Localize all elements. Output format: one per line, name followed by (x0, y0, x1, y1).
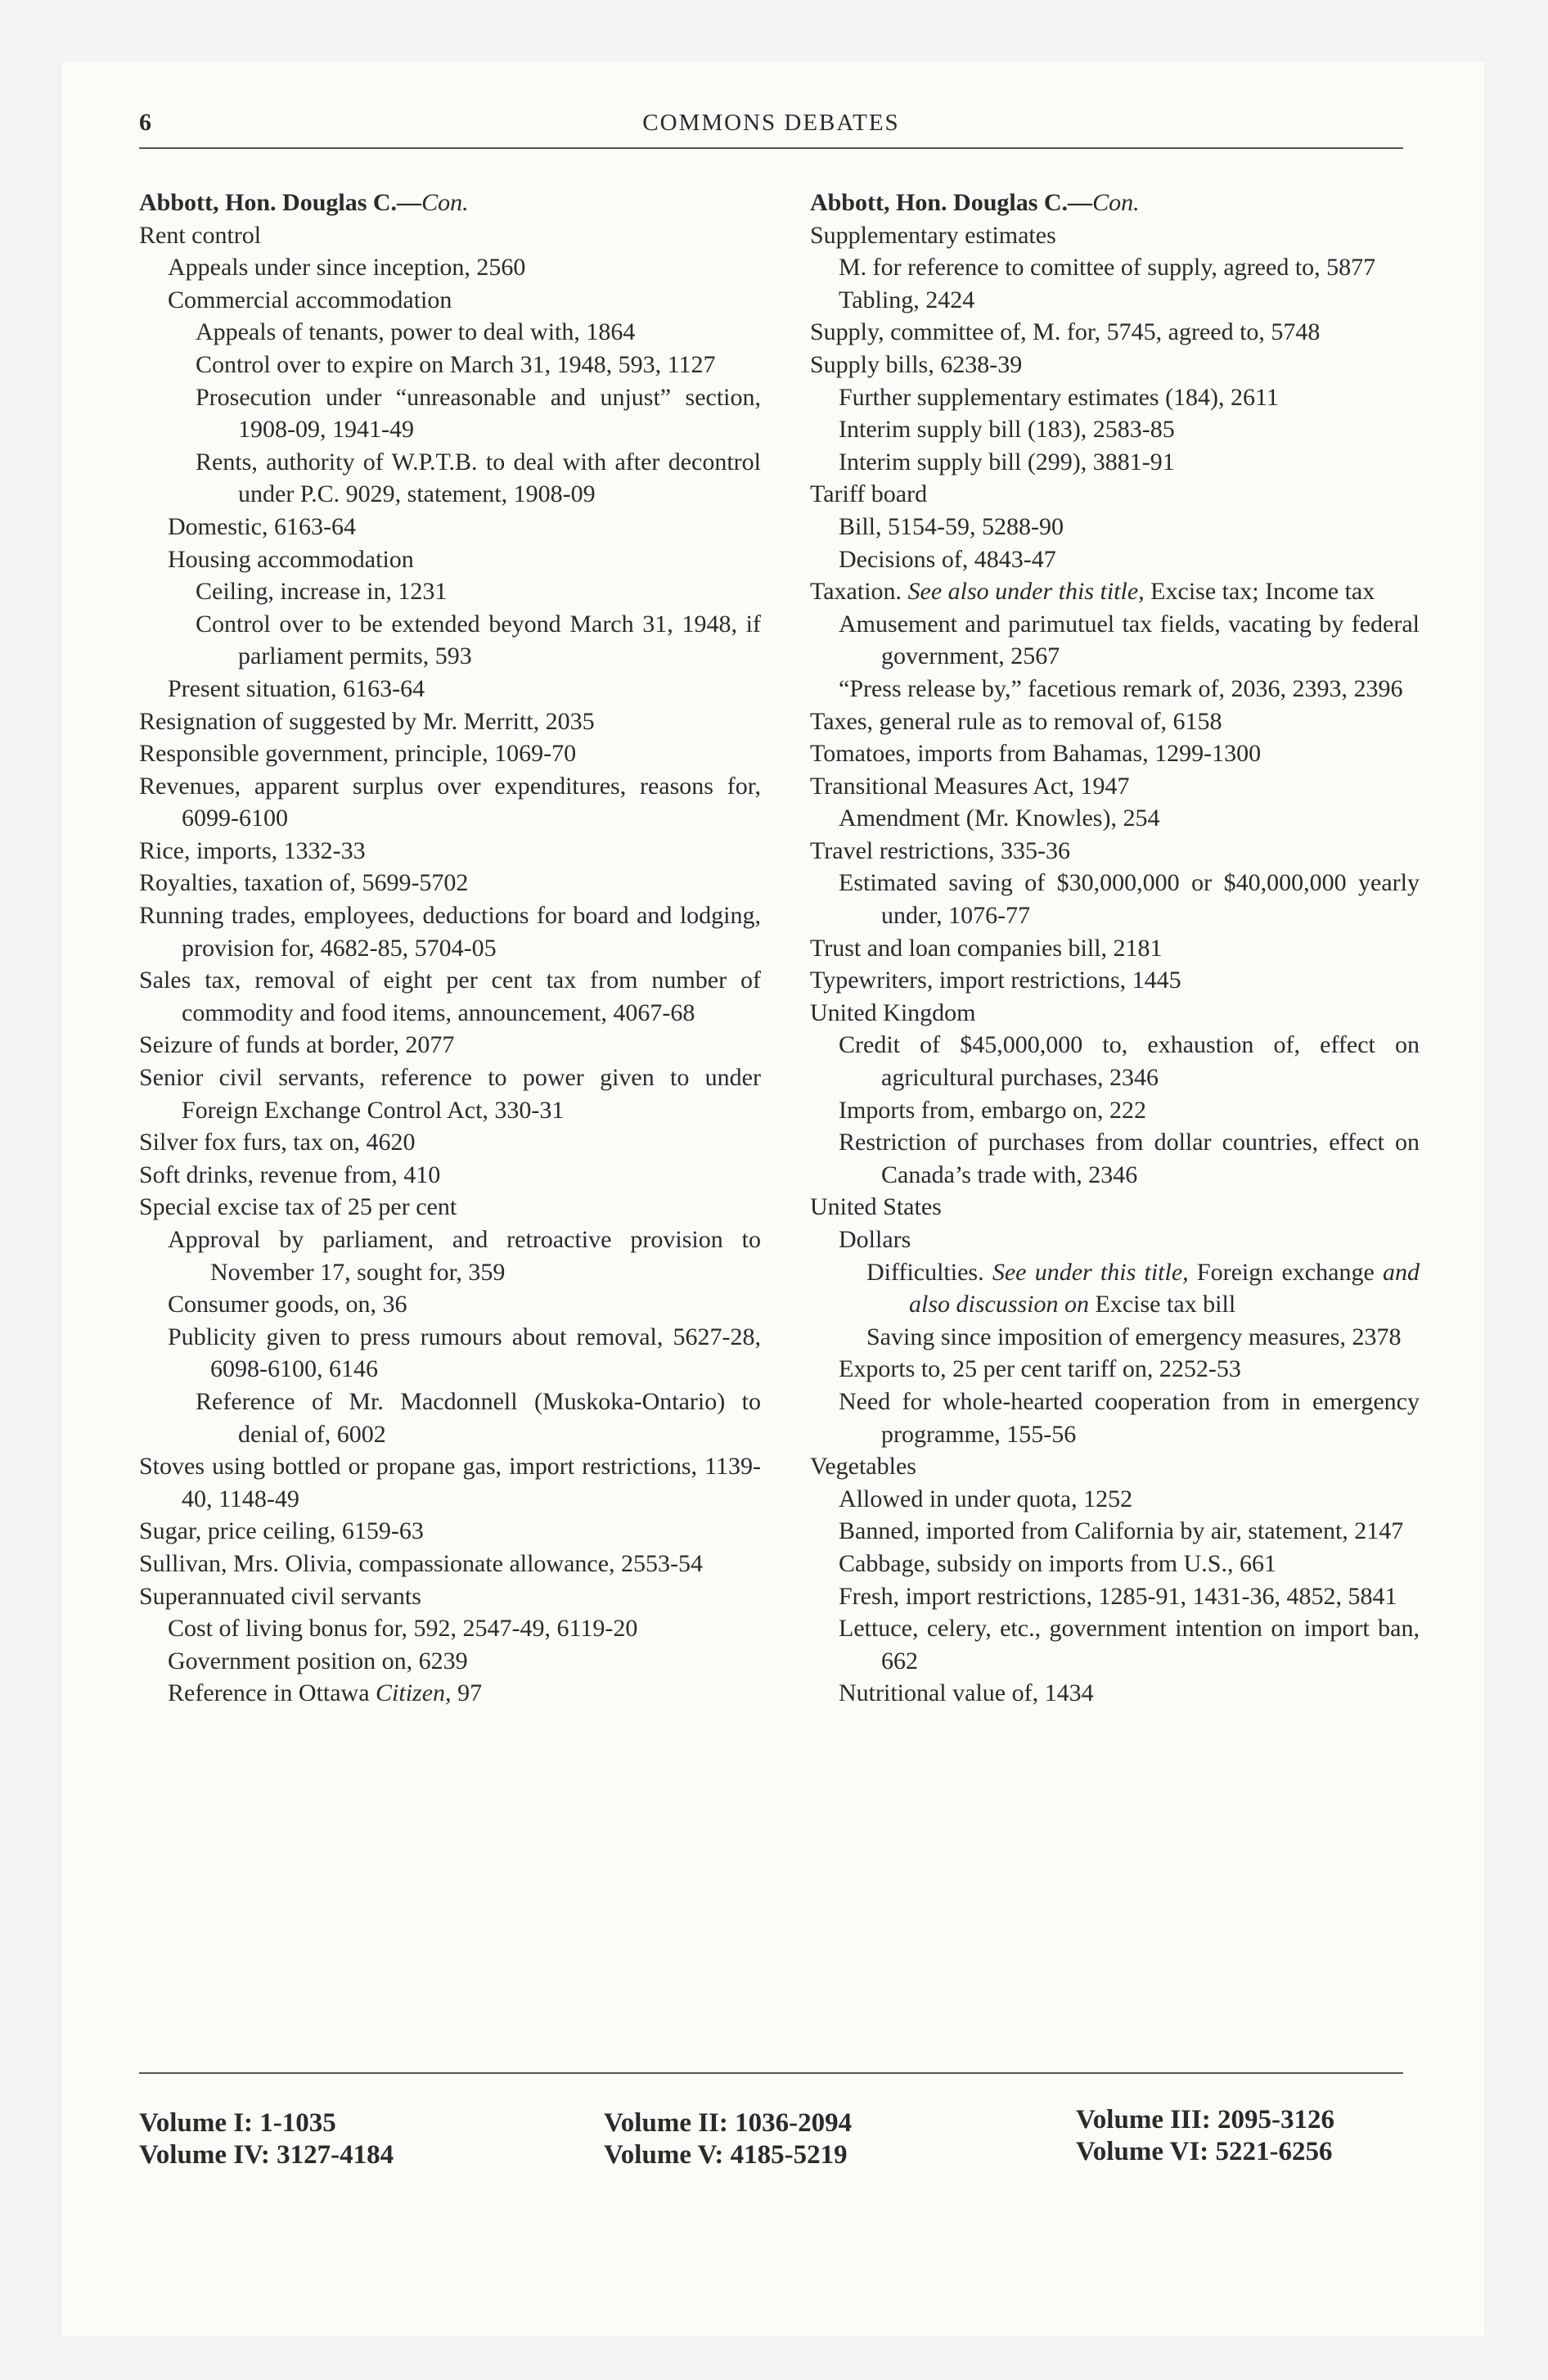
index-entry (139, 1126, 761, 1159)
entry-text: Amendment (Mr. Knowles), 254 (839, 805, 1160, 832)
entry-text: Superannuated civil servants (139, 1582, 421, 1610)
index-entry (139, 1288, 761, 1321)
entry-text: Interim supply bill (299), 3881-91 (839, 448, 1175, 476)
index-entry (139, 1191, 761, 1224)
entry-text: Allowed in under quota, 1252 (839, 1485, 1133, 1512)
index-entry (810, 1677, 1420, 1710)
entry-text: Fresh, import restrictions, 1285-91, 1431-36, 4852, 5841 (839, 1582, 1397, 1610)
entry-text: Bill, 5154-59, 5288-90 (839, 512, 1064, 540)
index-entry (139, 899, 761, 964)
index-column-left (139, 187, 761, 1710)
entry-text: Need for whole-hearted cooperation from in emergency programme, 155-56 (839, 1387, 1420, 1448)
entry-text: Supplementary estimates (810, 221, 1056, 249)
entry-text: Stoves using bottled or propane gas, import restrictions, 1139-40, 1148-49 (139, 1453, 761, 1512)
entry-text: Credit of $45,000,000 to, exhaustion of, effect on agricultural purchases, 2346 (839, 1031, 1420, 1092)
index-entry (139, 1386, 761, 1450)
index-entry (810, 867, 1420, 931)
entry-text: Commercial accommodation (168, 286, 452, 313)
index-entry (139, 1029, 761, 1062)
entry-text: Sullivan, Mrs. Olivia, compassionate allowance, 2553-54 (139, 1549, 704, 1577)
index-entry (810, 575, 1420, 608)
index-entry (139, 219, 761, 252)
entry-text: Sales tax, removal of eight per cent tax from number of commodity and food items, announcement, 4067-68 (139, 967, 761, 1026)
heading-continued: Con. (421, 189, 469, 216)
entry-text: Excise tax bill (1089, 1291, 1236, 1318)
index-entry (810, 251, 1420, 284)
index-entry (810, 219, 1420, 252)
index-entry (139, 705, 761, 738)
index-entry (810, 1126, 1420, 1191)
entry-text: Estimated saving of $30,000,000 or $40,000,000 yearly under, 1076-77 (839, 869, 1420, 930)
entry-text: Running trades, employees, deductions for board and lodging, provision for, 4682-85, 5704-05 (139, 902, 761, 962)
entry-text: Decisions of, 4843-47 (839, 545, 1056, 573)
index-entry (139, 446, 761, 511)
index-entry (810, 1256, 1420, 1321)
index-entry (810, 349, 1420, 381)
index-entry (810, 802, 1420, 835)
entry-italic-text: Citizen, (376, 1679, 452, 1707)
entry-text: Tomatoes, imports from Bahamas, 1299-1300 (810, 740, 1262, 768)
entry-text: Approval by parliament, and retroactive provision to November 17, sought for, 359 (168, 1226, 761, 1286)
index-entry (810, 543, 1420, 576)
entry-italic-text: and also discussion on (909, 1258, 1420, 1318)
entry-text: United Kingdom (810, 998, 976, 1026)
heading-name: Abbott, Hon. Douglas C.— (810, 189, 1093, 216)
index-entry (810, 446, 1420, 479)
entry-text: Publicity given to press rumours about removal, 5627-28, 6098-6100, 6146 (168, 1323, 761, 1383)
heading-name: Abbott, Hon. Douglas C.— (139, 189, 422, 216)
index-entry (139, 1677, 761, 1710)
entry-text: Trust and loan companies bill, 2181 (810, 934, 1163, 962)
index-entry (139, 349, 761, 381)
entry-text: M. for reference to comittee of supply, agreed to, 5877 (839, 254, 1376, 282)
index-entry (139, 1321, 761, 1386)
entry-text: Taxes, general rule as to removal of, 6158 (810, 707, 1222, 735)
index-entry (139, 381, 761, 446)
entry-text: Present situation, 6163-64 (168, 674, 425, 702)
index-entry (810, 673, 1420, 705)
index-column-right (810, 187, 1420, 1710)
index-entry (139, 673, 761, 705)
entry-italic-text: See under this title, (992, 1258, 1189, 1286)
entry-text: Vegetables (810, 1453, 916, 1481)
index-entry (810, 1612, 1420, 1677)
index-entry (810, 478, 1420, 511)
entry-text: Dollars (839, 1226, 911, 1253)
entry-text: Amusement and parimutuel tax fields, vacating by federal government, 2567 (839, 610, 1420, 670)
index-entry (139, 608, 761, 673)
index-entry (139, 284, 761, 317)
index-entry (139, 1645, 761, 1678)
index-entry (139, 964, 761, 1029)
index-entry (810, 705, 1420, 738)
entry-text: Nutritional value of, 1434 (839, 1679, 1094, 1707)
entry-italic-text: See also under this title, (907, 578, 1145, 606)
entry-text: Taxation. (810, 578, 908, 606)
index-entry (139, 1159, 761, 1192)
entry-text: Control over to expire on March 31, 1948, 593, 1127 (196, 350, 716, 378)
entry-text: Transitional Measures Act, 1947 (810, 772, 1130, 800)
volume-ref: Volume IV: 3127-4184 (139, 2140, 394, 2170)
index-entry (810, 964, 1420, 997)
index-entry (810, 316, 1420, 349)
index-entry (810, 608, 1420, 673)
entry-text: Travel restrictions, 335-36 (810, 836, 1071, 864)
index-entry (810, 1094, 1420, 1127)
entry-text: Reference of Mr. Macdonnell (Muskoka-Ontario) to denial of, 6002 (196, 1387, 761, 1448)
index-entry (810, 1353, 1420, 1386)
entry-text: Rice, imports, 1332-33 (139, 836, 366, 864)
entry-text: “Press release by,” facetious remark of, 2036, 2393, 2396 (839, 674, 1403, 702)
column-heading (810, 187, 1420, 219)
entry-text: Foreign exchange (1188, 1258, 1383, 1286)
volume-ref: Volume III: 2095-3126 (1076, 2105, 1334, 2134)
entry-text: Lettuce, celery, etc., government intention on import ban, 662 (839, 1615, 1420, 1675)
running-header (139, 106, 1403, 149)
entry-text: Ceiling, increase in, 1231 (196, 578, 448, 606)
index-entry (810, 381, 1420, 414)
running-title: COMMONS DEBATES (642, 110, 900, 136)
column-heading (139, 187, 761, 219)
entry-text: Cabbage, subsidy on imports from U.S., 661 (839, 1549, 1276, 1577)
entry-text: Tariff board (810, 480, 928, 508)
entry-text: Prosecution under “unreasonable and unjust” section, 1908-09, 1941-49 (196, 383, 761, 444)
index-entry (810, 284, 1420, 317)
entry-text: Housing accommodation (168, 545, 414, 573)
entry-text: Sugar, price ceiling, 6159-63 (139, 1517, 424, 1545)
entry-text: Responsible government, principle, 1069-70 (139, 740, 577, 768)
index-entry (810, 1224, 1420, 1256)
index-entry (810, 737, 1420, 770)
entry-text: Difficulties. (866, 1258, 992, 1286)
volume-ref: Volume VI: 5221-6256 (1076, 2137, 1333, 2166)
index-entry (810, 1548, 1420, 1580)
index-entry (810, 1191, 1420, 1224)
entry-text: Government position on, 6239 (168, 1647, 468, 1675)
entry-text: Supply, committee of, M. for, 5745, agreed to, 5748 (810, 318, 1321, 346)
index-entry (139, 1580, 761, 1613)
index-entry (810, 1029, 1420, 1093)
index-entry (810, 770, 1420, 803)
entry-text: Rents, authority of W.P.T.B. to deal with after decontrol under P.C. 9029, statement, 1908-09 (196, 448, 761, 508)
entry-text: Excise tax; Income tax (1144, 578, 1375, 606)
entry-text: Appeals under since inception, 2560 (168, 254, 526, 282)
volume-footer (139, 2072, 1403, 2170)
entry-text: Rent control (139, 221, 262, 249)
index-entry (139, 737, 761, 770)
volume-ref: Volume V: 4185-5219 (604, 2140, 848, 2170)
heading-continued: Con. (1092, 189, 1140, 216)
entry-text: Royalties, taxation of, 5699-5702 (139, 869, 469, 897)
entry-text: Banned, imported from California by air, statement, 2147 (839, 1517, 1404, 1545)
index-entry (810, 1483, 1420, 1516)
entry-text: Senior civil servants, reference to power given to under Foreign Exchange Control Act, 330-31 (139, 1064, 761, 1124)
index-entry (139, 511, 761, 543)
index-entry (139, 770, 761, 835)
volume-ref: Volume II: 1036-2094 (604, 2108, 853, 2138)
entry-text: Reference in Ottawa (168, 1679, 376, 1707)
entry-text: Special excise tax of 25 per cent (139, 1193, 457, 1221)
index-entry (810, 511, 1420, 543)
entry-text: Saving since imposition of emergency measures, 2378 (866, 1323, 1402, 1350)
entry-text: Silver fox furs, tax on, 4620 (139, 1129, 416, 1156)
index-entry (139, 1450, 761, 1515)
index-entry (810, 835, 1420, 868)
entry-text: Imports from, embargo on, 222 (839, 1096, 1147, 1124)
index-entry (810, 413, 1420, 446)
entry-text: Interim supply bill (183), 2583-85 (839, 416, 1175, 444)
entry-text: Further supplementary estimates (184), 2611 (839, 383, 1279, 411)
entry-text: Cost of living bonus for, 592, 2547-49, 6119-20 (168, 1615, 638, 1643)
entry-text: Restriction of purchases from dollar countries, effect on Canada’s trade with, 2346 (839, 1129, 1420, 1188)
volume-ref: Volume I: 1-1035 (139, 2108, 336, 2138)
entry-text: 97 (451, 1679, 483, 1707)
entry-text: United States (810, 1193, 942, 1221)
index-entry (810, 932, 1420, 965)
page-number: 6 (139, 109, 151, 136)
index-entry (810, 1386, 1420, 1450)
index-entry (139, 867, 761, 899)
entry-text: Tabling, 2424 (839, 286, 975, 313)
index-entry (139, 316, 761, 349)
entry-text: Consumer goods, on, 36 (168, 1291, 407, 1318)
index-entry (139, 1062, 761, 1126)
index-entry (810, 1321, 1420, 1354)
entry-text: Soft drinks, revenue from, 410 (139, 1161, 441, 1188)
entry-text: Revenues, apparent surplus over expenditures, reasons for, 6099-6100 (139, 772, 761, 832)
index-entry (139, 1612, 761, 1645)
index-entry (139, 251, 761, 284)
index-entry (139, 1515, 761, 1548)
entry-text: Resignation of suggested by Mr. Merritt, 2035 (139, 707, 595, 735)
index-entry (139, 1224, 761, 1288)
index-entry (139, 543, 761, 576)
index-entry (810, 1450, 1420, 1483)
entry-text: Control over to be extended beyond March 31, 1948, if parliament permits, 593 (196, 610, 761, 670)
index-entry (810, 1580, 1420, 1613)
index-entry (139, 575, 761, 608)
entry-text: Appeals of tenants, power to deal with, 1864 (196, 318, 636, 346)
entry-text: Exports to, 25 per cent tariff on, 2252-53 (839, 1355, 1241, 1383)
entry-text: Domestic, 6163-64 (168, 512, 356, 540)
index-entry (139, 1548, 761, 1580)
entry-text: Supply bills, 6238-39 (810, 350, 1023, 378)
entry-text: Seizure of funds at border, 2077 (139, 1031, 455, 1059)
entry-text: Typewriters, import restrictions, 1445 (810, 967, 1181, 994)
index-entry (810, 997, 1420, 1030)
index-entry (139, 835, 761, 868)
index-entry (810, 1515, 1420, 1548)
